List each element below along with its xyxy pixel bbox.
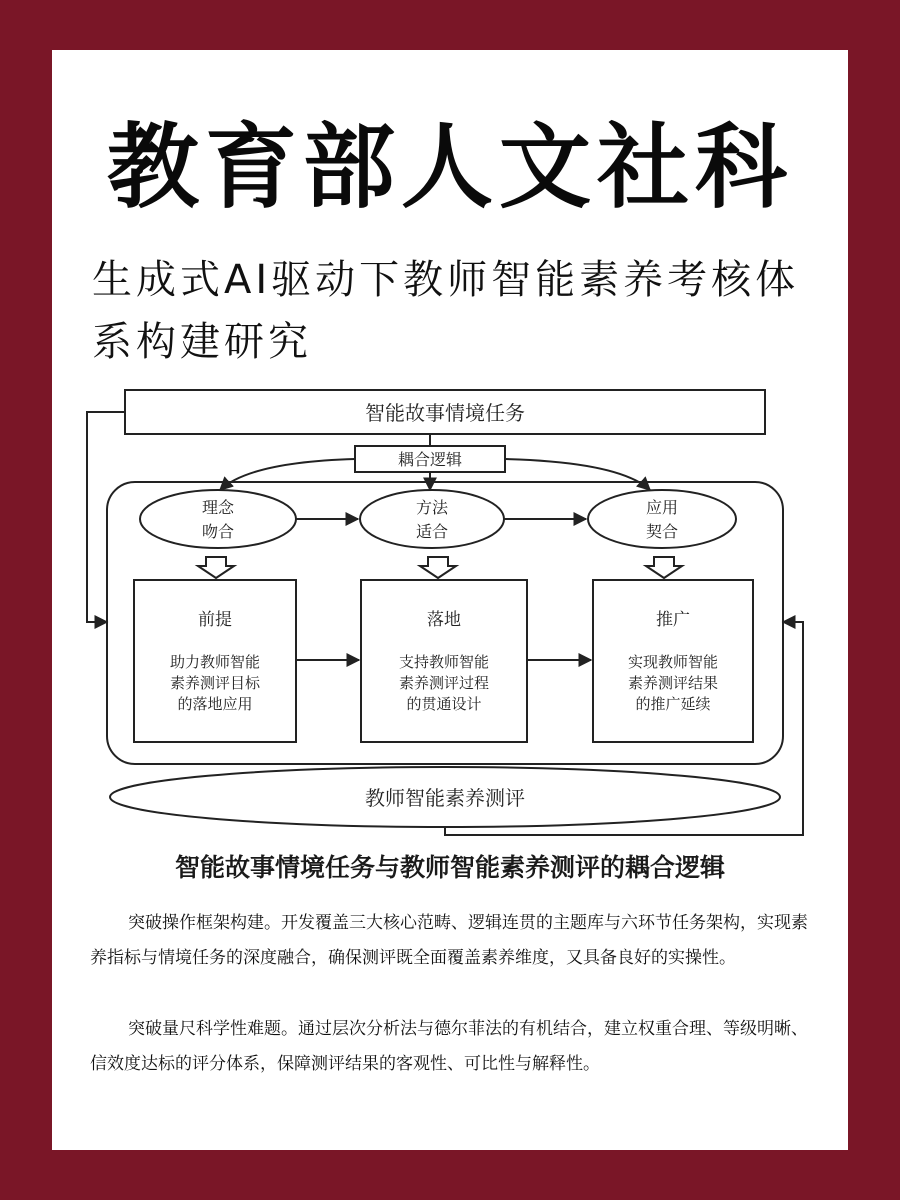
- promotion-box: [593, 580, 753, 742]
- main-title: 教育部人文社科: [106, 114, 793, 221]
- concept-line-1: 理念: [201, 498, 235, 517]
- premise-box: [134, 580, 296, 742]
- landing-title: 落地: [427, 610, 461, 630]
- premise-line-2: 素养测评目标: [169, 674, 261, 692]
- premise-line-3: 的落地应用: [177, 695, 253, 713]
- top-task-label: 智能故事情境任务: [365, 401, 525, 425]
- method-ellipse: [360, 490, 504, 548]
- landing-line-2: 素养测评过程: [398, 674, 490, 692]
- application-line-1: 应用: [645, 498, 679, 517]
- paragraph-1: 突破操作框架构建。开发覆盖三大核心范畴、逻辑连贯的主题库与六环节任务架构，实现素养指标与情境任务的深度融合，确保测评既全面覆盖素养维度，又具备良好的实操性。: [90, 913, 808, 968]
- assessment-label: 教师智能素养测评: [365, 786, 525, 810]
- concept-line-2: 吻合: [201, 522, 235, 541]
- landing-box: [361, 580, 527, 742]
- logic-curve-right: [505, 459, 650, 490]
- promotion-line-2: 素养测评结果: [627, 674, 719, 692]
- landing-line-1: 支持教师智能: [398, 653, 490, 671]
- premise-line-1: 助力教师智能: [169, 653, 261, 671]
- concept-ellipse: [140, 490, 296, 548]
- logic-curve-left: [220, 459, 355, 490]
- subtitle-line-1: 生成式AI驱动下教师智能素养考核体: [92, 257, 800, 303]
- promotion-line-1: 实现教师智能: [627, 653, 719, 671]
- logic-label: 耦合逻辑: [397, 450, 463, 469]
- landing-line-3: 的贯通设计: [406, 695, 482, 713]
- paragraph-2: 突破量尺科学性难题。通过层次分析法与德尔菲法的有机结合，建立权重合理、等级明晰、信效度达标的评分体系，保障测评结果的客观性、可比性与解释性。: [90, 1019, 808, 1074]
- coupling-logic-diagram: [0, 380, 900, 840]
- application-ellipse: [588, 490, 736, 548]
- down-arrow-1: [198, 557, 234, 578]
- promotion-title: 推广: [656, 610, 690, 630]
- promotion-line-3: 的推广延续: [635, 695, 711, 713]
- subtitle-line-2: 系构建研究: [92, 319, 312, 365]
- down-arrow-3: [646, 557, 682, 578]
- down-arrow-2: [420, 557, 456, 578]
- method-line-1: 方法: [415, 498, 449, 517]
- method-line-2: 适合: [415, 522, 449, 541]
- application-line-2: 契合: [645, 522, 679, 541]
- diagram-caption: 智能故事情境任务与教师智能素养测评的耦合逻辑: [174, 853, 725, 882]
- premise-title: 前提: [198, 610, 232, 630]
